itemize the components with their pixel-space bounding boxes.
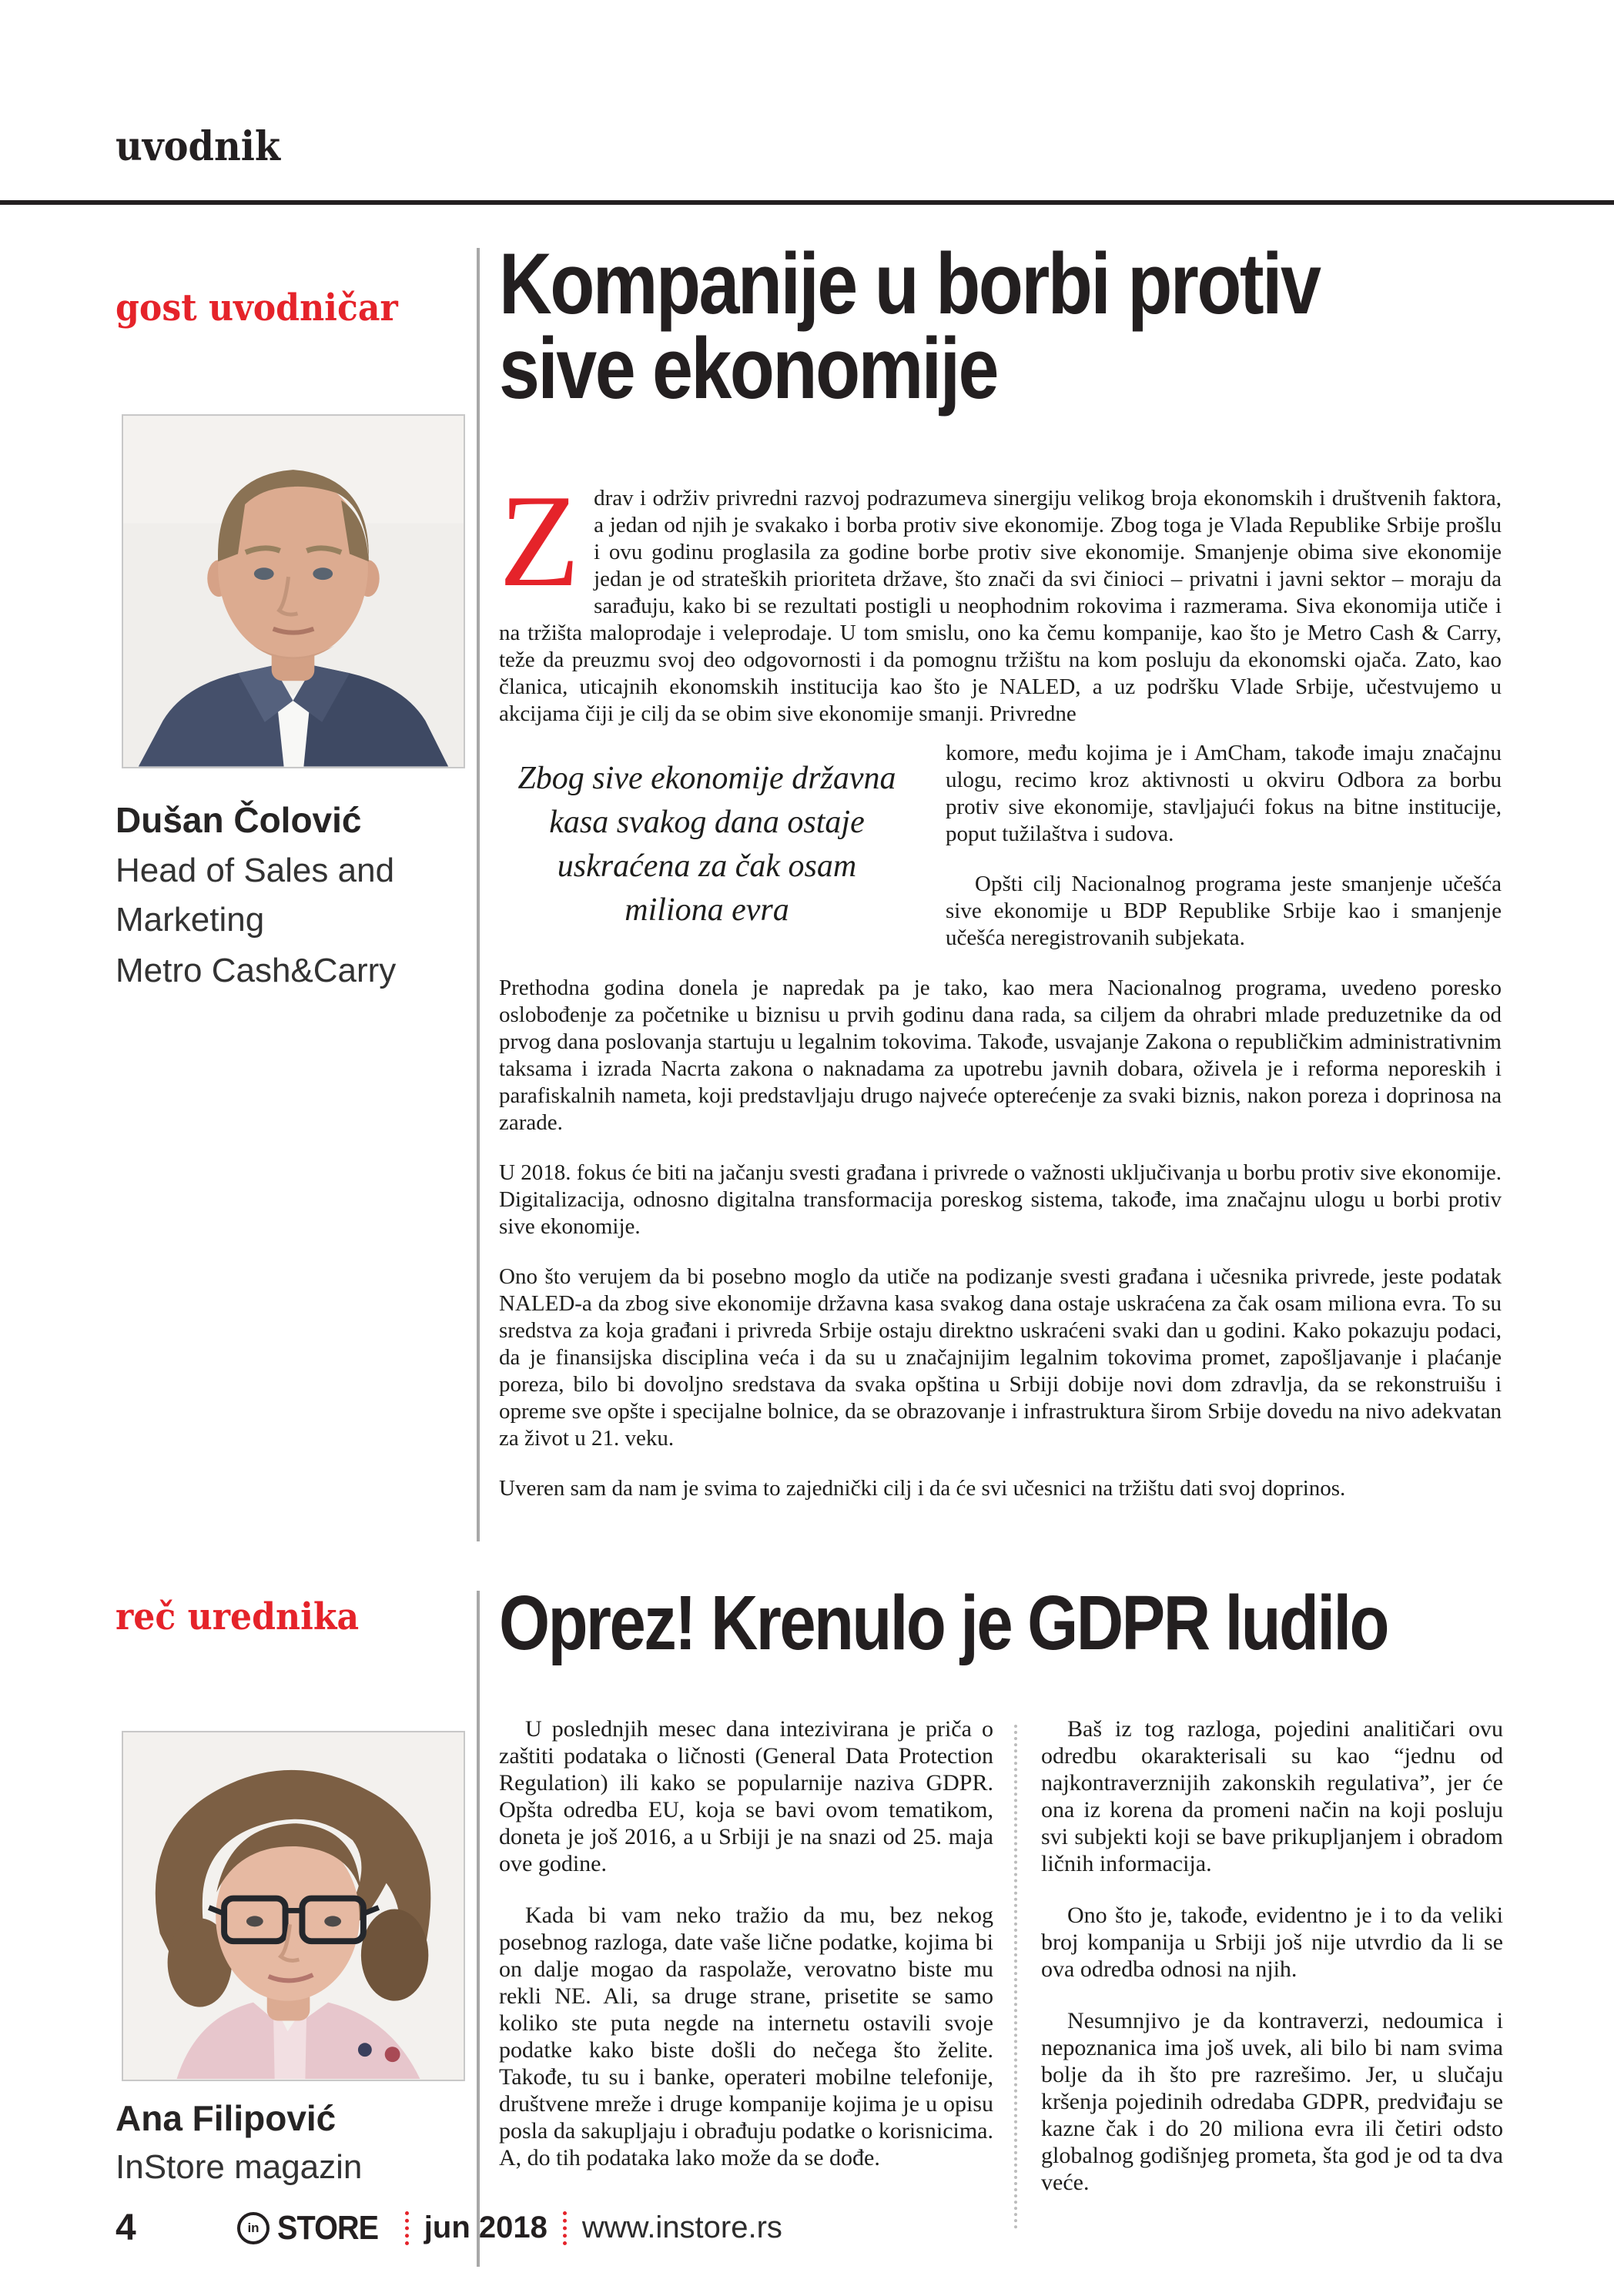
guest-author-role-line1: Head of Sales and: [116, 852, 395, 889]
website-url: www.instore.rs: [581, 2211, 782, 2244]
guest-paragraph-3: U 2018. fokus će biti na jačanju svesti građana i privrede o važnosti uključivanja u borbu protiv sive ekonomije. Digitalizacija, odnosno digitalna transformacija poreskog sistema, takođe, ima značajnu ulogu u borbi protiv sive ekonomije.: [499, 1160, 1502, 1239]
portrait-dusan-colovic: [122, 414, 465, 768]
pullquote-row: [499, 740, 1502, 952]
vertical-divider-editor: [477, 1591, 480, 2267]
instore-logo: [237, 2209, 390, 2247]
guest-right-column: [946, 740, 1502, 952]
guest-headline: [499, 236, 1320, 417]
dotted-column-divider: [1014, 1725, 1017, 2229]
editor-col1-paragraph-2: Kada bi vam neko tražio da mu, bez nekog posebnog razloga, date vaše lične podatke, kojima bi on dalje mogao da raspolaže, verovatno biste mu rekli NE. Ali, sa druge strane, prisetite se samo koliko ste puta negde na internetu ostavili svoje podatke kako biste došli do nečega što želite. Takođe, tu su i banke, operateri mobilne telefonije, društvene mreže i druge kompanije kojima je u opisu posla da sakupljaju i obrađuju podatke o korisnicima. A, do tih podataka lako može da se dođe.: [499, 1903, 993, 2170]
portrait-ana-filipovic: [122, 1731, 465, 2081]
page-footer: [116, 2207, 782, 2249]
top-rule: [0, 200, 1614, 205]
editor-col2-paragraph-1: Baš iz tog razloga, pojedini analitičari ovu odredbu okarakterisali su kao “jednu od najkontraverznijih zakonskih regulativa”, jer će ona iz korena da promeni način na koji posluju svi subjekti koji se bave prikupljanjem i obradom ličnih informacija.: [1041, 1716, 1503, 1876]
footer-dotted-separator: [405, 2211, 409, 2245]
guest-paragraph-1: [499, 468, 1502, 728]
guest-headline-line1: Kompanije u borbi protiv: [499, 236, 1320, 332]
editor-author-name: Ana Filipović: [116, 2098, 337, 2138]
drop-cap: Z: [499, 468, 581, 614]
guest-paragraph-4: Ono što verujem da bi posebno moglo da utiče na podizanje svesti građana i učesnika privrede, jeste podatak NALED-a da zbog sive ekonomije državna kasa svakog dana ostaje uskraćena za čak osam miliona evra. To su sredstva za koja građani i privreda Srbije ostaju direktno uskraćeni svaki dan u godini. Kako pokazuju podaci, da je finansijska disciplina veća i da su u značajnijim legalnim tokovima promet, zapošljavanje i plaćanje poreza, bilo bi dovoljno sredstava da svaka opština u Srbiji dobije novi dom zdravlja, da se rekonstruišu i opreme sve opšte i specijalne bolnice, da se obrazovanje i infrastruktura širom Srbije dovedu na nivo adekvatan za život u 21. veku.: [499, 1264, 1502, 1451]
pull-quote: Zbog sive ekonomije državna kasa svakog dana ostaje uskraćena za čak osam miliona evra: [517, 761, 896, 928]
editor-column-2: [1041, 1715, 1503, 2196]
guest-continuation-1: komore, među kojima je i AmCham, takođe imaju značajnu ulogu, recimo kroz aktivnosti u okviru Odbora za borbu protiv sive ekonomije, stavljajući fokus na bitne institucije, poput tužilaštva i sudova.: [946, 741, 1502, 846]
editor-col1-paragraph-1: U poslednjih mesec dana intezivirana je priča o zaštiti podataka o ličnosti (General Data Protection Regulation) ili kako se popularnije naziva GDPR. Opšta odredba EU, koja se bavi ovom tematikom, doneta je još 2016, a u Srbiji je na snazi od 25. maja ove godine.: [499, 1716, 993, 1876]
editor-col2-paragraph-3: Nesumnjivo je da kontraverzi, nedoumica i nepoznanica ima još uvek, ali bilo bi nam svima bolje da ih što pre razrešimo. Jer, u slučaju kršenja pojedinih odredaba GDPR, predviđaju se kazne čak i do 20 miliona evra ili četiri odsto globalnog godišnjeg prometa, šta god je od ta dva veće.: [1041, 2008, 1503, 2195]
editor-column-1: [499, 1715, 993, 2171]
editor-col2-paragraph-2: Ono što je, takođe, evidentno je i to da veliki broj kompanija u Srbiji još nije utvrdio da li se ova odredba odnosi na njih.: [1041, 1903, 1503, 1982]
guest-author-company: Metro Cash&Carry: [116, 952, 397, 989]
vertical-divider-guest: [477, 248, 480, 1541]
guest-headline-line2: sive ekonomije: [499, 320, 997, 417]
page-kicker: uvodnik: [116, 123, 281, 170]
man-portrait-illustration: [123, 416, 464, 767]
editor-headline: Oprez! Krenulo je GDPR ludilo: [499, 1580, 1388, 1666]
footer-dotted-separator: [563, 2211, 567, 2245]
guest-section-label: gost uvodničar: [116, 286, 398, 330]
issue-date: jun 2018: [424, 2211, 547, 2244]
guest-author-name: Dušan Čolović: [116, 800, 362, 840]
guest-paragraph-5: Uveren sam da nam je svima to zajednički cilj i da će svi učesnici na tržištu dati svoj doprinos.: [499, 1476, 1346, 1501]
woman-portrait-illustration: [123, 1732, 464, 2080]
guest-continuation-2: Opšti cilj Nacionalnog programa jeste smanjenje učešća sive ekonomije u BDP Republike Srbije kao i smanjenje učešća neregistrovanih subjekata.: [946, 872, 1502, 950]
instore-logo-icon: in: [237, 2212, 270, 2244]
guest-paragraph-1-text: drav i održiv privredni razvoj podrazumeva sinergiju velikog broja ekonomskih i društvenih faktora, a jedan od njih je svakako i borba protiv sive ekonomije. Zbog toga je Vlada Republike Srbije prošlu i ovu godinu proglasila za godine borbe protiv sive ekonomije. Smanjenje obima sive ekonomije jedan je od strateških prioriteta države, što znači da svi činioci – privatni i javni sektor – moraju da sarađuju, kako bi se rezultati postigli u neophodnim rokovima i razmerama. Siva ekonomija utiče i na tržišta maloprodaje i veleprodaje. U tom smislu, ono ka čemu kompanije, kao što je Metro Cash & Carry, teže da preuzmu svoj deo odgovornosti i da pomognu tržištu na kom posluju da ekonomski ojača. Zato, kao članica, uticajnih ekonomskih institucija kao što je NALED, a uz podršku Vlade Srbije, učestvujemo u akcijama čiji je cilj da se obim sive ekonomije smanji. Privredne: [499, 486, 1502, 726]
guest-author-role-line2: Marketing: [116, 901, 265, 939]
page-number: 4: [116, 2207, 136, 2248]
editor-author-org: InStore magazin: [116, 2148, 363, 2186]
guest-article-body: [499, 468, 1502, 1502]
guest-paragraph-2: Prethodna godina donela je napredak pa je tako, kao mera Nacionalnog programa, uvedeno poresko oslobođenje za početnike u biznisu u prvih godinu dana rada, sa ciljem da ohrabri mlade preduzetnike da od prvog dana poslovanja startuju u legalnim tokovima. Takođe, usvajanje Zakona o republičkim administrativnim taksama i izrada Nacrta zakona o naknadama za upotrebu javnih dobara, oživela je i reforma neporeskih i parafiskalnih nameta, koji predstavljaju drugo najveće opterećenje za svaki biznis, nakon poreza i doprinosa na zarade.: [499, 976, 1502, 1135]
instore-logo-text: STORE: [277, 2208, 379, 2247]
editor-section-label: reč urednika: [116, 1595, 360, 1638]
